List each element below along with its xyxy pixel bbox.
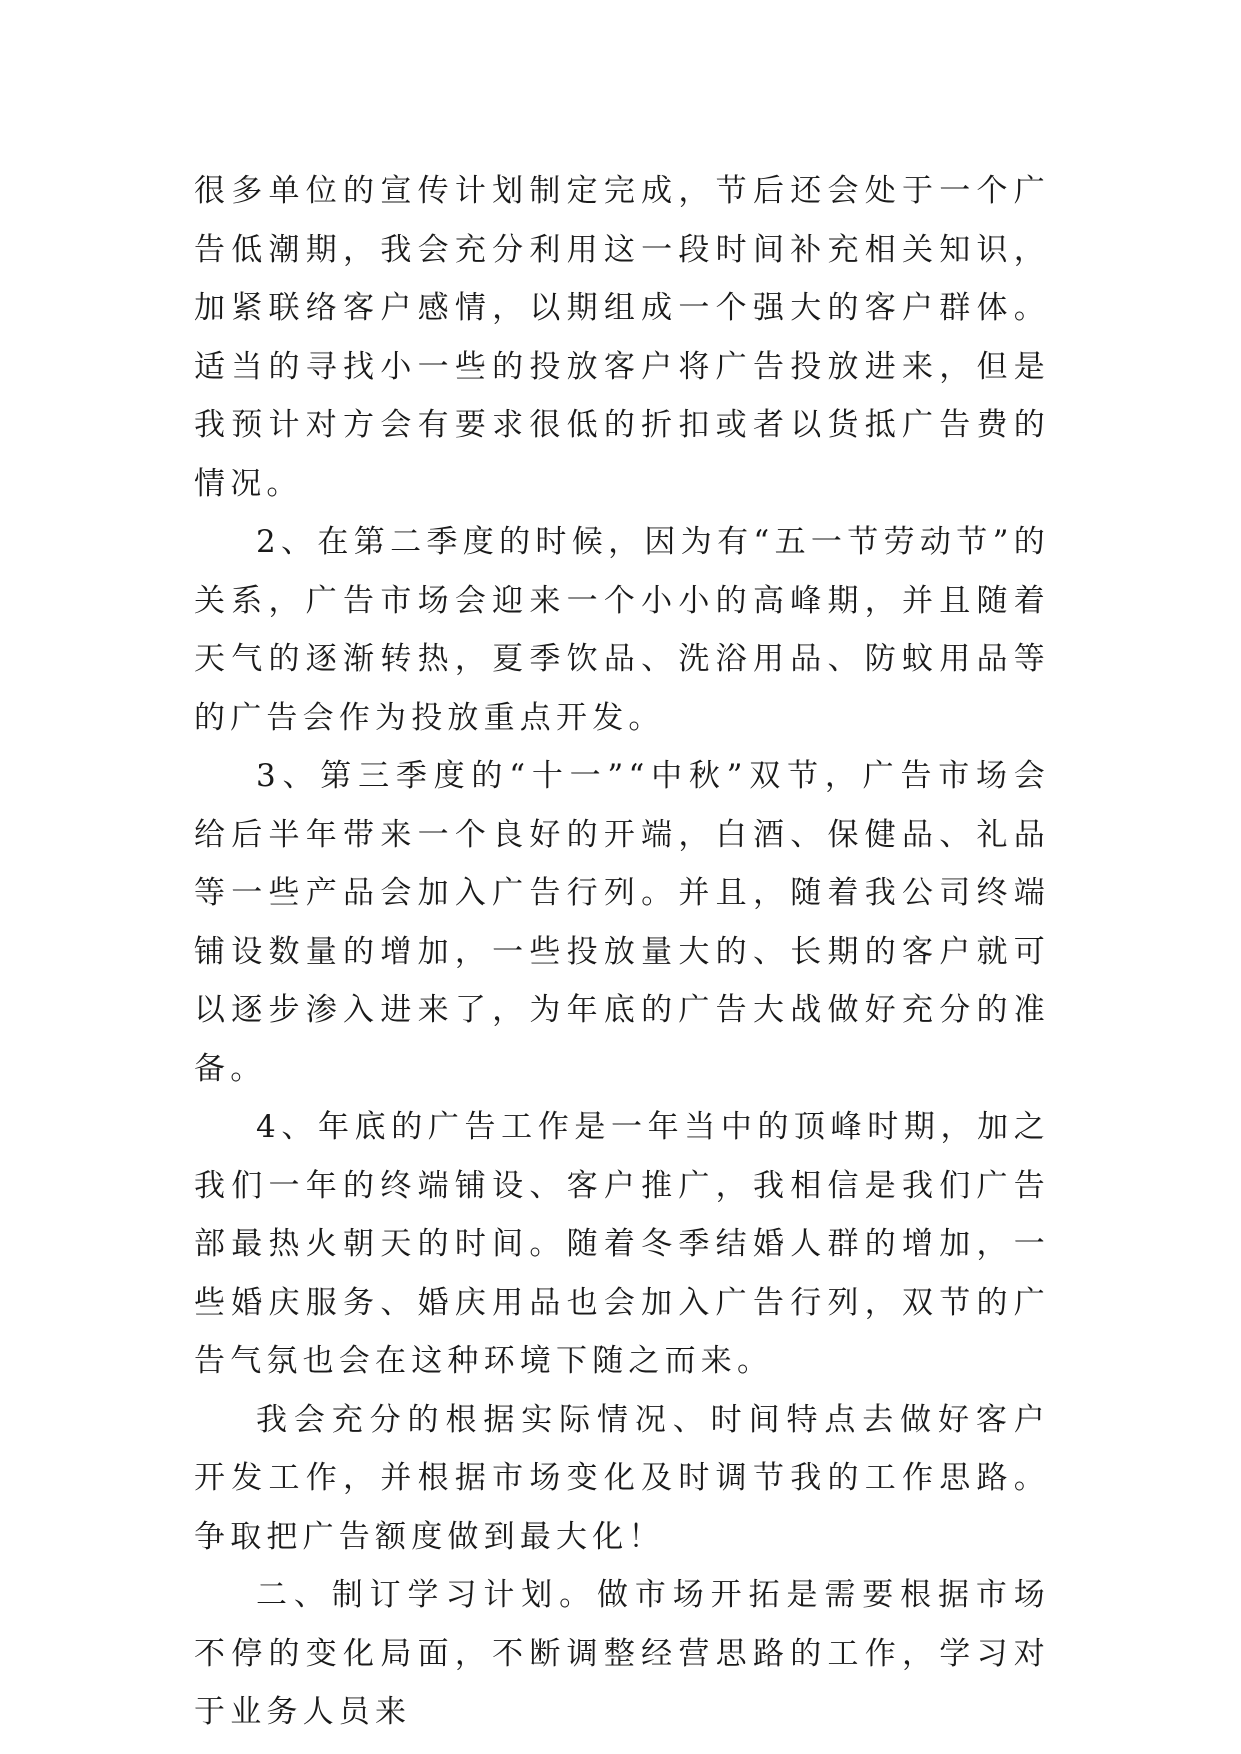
paragraph-3: 3、第三季度的“十一”“中秋”双节，广告市场会给后半年带来一个良好的开端，白酒、保健品、礼品等一些产品会加入广告行列。并且，随着我公司终端铺设数量的增加，一些投放量大的、长期的客户就可以逐步渗入进来了，为年底的广告大战做好充分的准备。: [194, 758, 1050, 1087]
paragraph-2: 2、在第二季度的时候，因为有“五一节劳动节”的关系，广告市场会迎来一个小小的高峰期，并且随着天气的逐渐转热，夏季饮品、洗浴用品、防蚊用品等的广告会作为投放重点开发。: [194, 524, 1050, 736]
paragraph-5: 我会充分的根据实际情况、时间特点去做好客户开发工作，并根据市场变化及时调节我的工作思路。争取把广告额度做到最大化！: [194, 1401, 1050, 1555]
document-body: [194, 162, 1050, 1742]
paragraph-6: 二、制订学习计划。做市场开拓是需要根据市场不停的变化局面，不断调整经营思路的工作，学习对于业务人员来: [194, 1577, 1050, 1730]
paragraph-1: 很多单位的宣传计划制定完成，节后还会处于一个广告低潮期，我会充分利用这一段时间补充相关知识，加紧联络客户感情，以期组成一个强大的客户群体。适当的寻找小一些的投放客户将广告投放进来，但是我预计对方会有要求很低的折扣或者以货抵广告费的情况。: [194, 173, 1050, 502]
paragraph-4: 4、年底的广告工作是一年当中的顶峰时期，加之我们一年的终端铺设、客户推广，我相信是我们广告部最热火朝天的时间。随着冬季结婚人群的增加，一些婚庆服务、婚庆用品也会加入广告行列，双节的广告气氛也会在这种环境下随之而来。: [194, 1109, 1050, 1379]
